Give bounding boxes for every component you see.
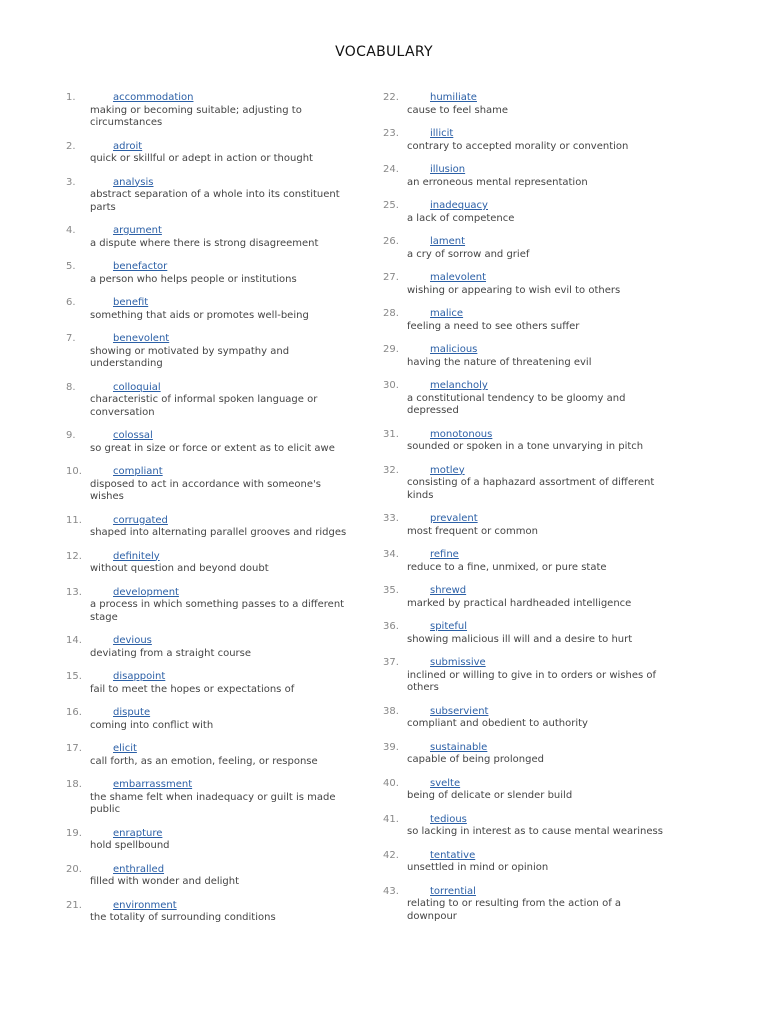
vocab-entry (66, 515, 356, 540)
vocab-word-link[interactable]: benefactor (113, 261, 168, 272)
vocab-definition: so lacking in interest as to cause mental weariness (407, 826, 663, 837)
vocab-word-link[interactable]: environment (113, 899, 177, 911)
vocab-entry (66, 900, 356, 925)
vocab-definition: feeling a need to see others suffer (407, 320, 580, 332)
entry-number: 30. (383, 380, 399, 391)
vocab-word-link[interactable]: dispute (113, 707, 151, 718)
vocab-definition: relating to or resulting from the action of a downpour (407, 898, 622, 922)
vocab-word-link[interactable]: malicious (430, 344, 478, 355)
vocab-entry (383, 200, 673, 225)
vocab-entry (383, 850, 673, 875)
vocab-entry (383, 429, 673, 454)
vocab-entry (383, 128, 673, 153)
entry-number: 9. (66, 430, 76, 441)
vocab-definition: inclined or willing to give in to orders or wishes of others (407, 669, 657, 693)
entry-number: 14. (66, 635, 82, 646)
vocab-definition: having the nature of threatening evil (407, 356, 592, 368)
vocab-definition: a person who helps people or institutions (90, 273, 297, 285)
vocab-word-link[interactable]: monotonous (430, 428, 493, 440)
vocab-word-link[interactable]: malice (430, 308, 464, 319)
vocab-entry (66, 551, 356, 576)
vocab-entry (66, 743, 356, 768)
vocab-word-link[interactable]: enthralled (113, 863, 165, 875)
vocab-word-link[interactable]: melancholy (430, 380, 488, 391)
entry-number: 39. (383, 741, 399, 753)
vocab-word-link[interactable]: submissive (430, 657, 486, 668)
entry-number: 22. (383, 92, 399, 103)
vocab-entry (66, 261, 356, 286)
vocab-entry (66, 466, 356, 504)
entry-number: 29. (383, 344, 399, 355)
vocab-entry (383, 657, 673, 695)
vocab-definition: marked by practical hardheaded intelligence (407, 597, 632, 609)
vocab-word-link[interactable]: refine (430, 549, 459, 560)
vocab-definition: fail to meet the hopes or expectations of (90, 683, 295, 695)
vocab-entry (383, 272, 673, 297)
vocab-definition: being of delicate or slender build (407, 790, 573, 801)
vocab-entry (66, 177, 356, 215)
vocab-word-link[interactable]: tentative (430, 849, 476, 861)
entry-number: 40. (383, 777, 399, 789)
entry-number: 10. (66, 466, 82, 477)
vocab-definition: most frequent or common (407, 525, 538, 537)
vocab-word-link[interactable]: colloquial (113, 381, 161, 393)
vocab-entry (383, 742, 673, 767)
entry-number: 35. (383, 585, 399, 596)
vocab-word-link[interactable]: definitely (113, 550, 160, 562)
entry-number: 36. (383, 621, 399, 632)
vocab-word-link[interactable]: shrewd (430, 585, 467, 596)
entry-number: 15. (66, 671, 82, 682)
entry-number: 20. (66, 863, 82, 875)
entry-number: 24. (383, 164, 399, 175)
vocab-entry (383, 380, 673, 418)
vocab-word-link[interactable]: spiteful (430, 621, 468, 632)
vocab-word-link[interactable]: svelte (430, 777, 461, 789)
vocab-entry (66, 141, 356, 166)
vocab-definition: shaped into alternating parallel grooves and ridges (90, 527, 347, 538)
vocab-word-link[interactable]: illicit (430, 128, 454, 139)
vocab-definition: a dispute where there is strong disagreement (90, 237, 319, 249)
vocab-definition: sounded or spoken in a tone unvarying in pitch (407, 441, 644, 452)
vocab-word-link[interactable]: embarrassment (113, 779, 193, 790)
vocab-definition: unsettled in mind or opinion (407, 862, 549, 873)
entry-number: 18. (66, 779, 82, 790)
vocab-definition: contrary to accepted morality or convention (407, 140, 629, 152)
vocab-entry (66, 779, 356, 817)
entry-number: 37. (383, 657, 399, 668)
vocab-entry (66, 297, 356, 322)
vocab-word-link[interactable]: tedious (430, 813, 467, 825)
entry-number: 31. (383, 428, 399, 440)
entry-number: 41. (383, 813, 399, 825)
entry-number: 11. (66, 514, 82, 526)
vocab-definition: deviating from a straight course (90, 647, 252, 659)
vocab-word-link[interactable]: torrential (430, 885, 476, 897)
vocab-definition: showing or motivated by sympathy and understanding (90, 345, 290, 369)
vocab-entry (66, 225, 356, 250)
entry-number: 28. (383, 308, 399, 319)
vocab-word-link[interactable]: benefit (113, 297, 149, 308)
vocab-definition: so great in size or force or extent as to elicit awe (90, 442, 335, 454)
vocab-entry (383, 778, 673, 803)
vocab-word-link[interactable]: colossal (113, 430, 153, 441)
vocab-word-link[interactable]: subservient (430, 705, 489, 717)
vocab-entry (66, 430, 356, 455)
vocab-word-link[interactable]: accommodation (113, 92, 194, 103)
vocab-definition: an erroneous mental representation (407, 176, 588, 188)
vocab-entry (383, 236, 673, 261)
vocab-definition: capable of being prolonged (407, 754, 544, 765)
vocab-definition: hold spellbound (90, 840, 170, 851)
vocab-entry (383, 513, 673, 538)
entry-number: 38. (383, 705, 399, 717)
entry-number: 1. (66, 92, 76, 103)
entry-number: 32. (383, 464, 399, 476)
vocab-entry (383, 549, 673, 574)
entry-number: 5. (66, 261, 76, 272)
vocab-entry (383, 92, 673, 117)
vocab-entry (383, 308, 673, 333)
vocab-word-link[interactable]: malevolent (430, 272, 487, 283)
vocab-definition: the totality of surrounding conditions (90, 912, 276, 923)
vocab-entry (383, 814, 673, 839)
entry-number: 16. (66, 707, 82, 718)
entry-number: 43. (383, 885, 399, 897)
vocab-entry (383, 585, 673, 610)
entry-number: 25. (383, 200, 399, 211)
entry-number: 4. (66, 225, 76, 236)
vocab-definition: a constitutional tendency to be gloomy and depressed (407, 392, 626, 416)
vocab-word-link[interactable]: benevolent (113, 333, 170, 344)
vocab-entry (66, 864, 356, 889)
vocab-definition: abstract separation of a whole into its constituent parts (90, 189, 340, 213)
entry-number: 33. (383, 513, 399, 524)
vocab-definition: consisting of a haphazard assortment of different kinds (407, 477, 655, 501)
vocab-definition: compliant and obedient to authority (407, 718, 588, 729)
entry-number: 19. (66, 827, 82, 839)
vocab-definition: coming into conflict with (90, 719, 214, 731)
vocab-word-link[interactable]: humiliate (430, 92, 477, 103)
vocab-column-right (383, 92, 673, 934)
vocab-definition: wishing or appearing to wish evil to others (407, 284, 621, 296)
vocab-word-link[interactable]: inadequacy (430, 200, 488, 211)
vocab-column-left (66, 92, 356, 936)
vocab-definition: without question and beyond doubt (90, 563, 269, 574)
entry-number: 21. (66, 899, 82, 911)
vocab-word-link[interactable]: compliant (113, 466, 163, 477)
entry-number: 17. (66, 743, 82, 754)
vocab-entry (383, 886, 673, 924)
vocab-entry (66, 635, 356, 660)
entry-number: 42. (383, 849, 399, 861)
entry-number: 26. (383, 236, 399, 247)
entry-number: 8. (66, 381, 76, 393)
vocab-word-link[interactable]: adroit (113, 140, 143, 152)
vocab-entry (66, 707, 356, 732)
page-title: VOCABULARY (335, 44, 433, 60)
vocab-entry (383, 621, 673, 646)
vocab-definition: disposed to act in accordance with someone's wishes (90, 478, 321, 502)
entry-number: 27. (383, 272, 399, 283)
vocab-word-link[interactable]: corrugated (113, 514, 168, 526)
vocab-definition: call forth, as an emotion, feeling, or response (90, 755, 318, 767)
vocab-entry (383, 465, 673, 503)
vocab-word-link[interactable]: analysis (113, 176, 154, 188)
vocab-definition: a process in which something passes to a different stage (90, 599, 345, 623)
vocab-definition: making or becoming suitable; adjusting to circumstances (90, 104, 302, 128)
vocab-entry (66, 587, 356, 625)
vocab-definition: filled with wonder and delight (90, 876, 240, 887)
vocab-word-link[interactable]: illusion (430, 164, 466, 175)
vocab-entry (66, 671, 356, 696)
entry-number: 2. (66, 140, 76, 152)
vocab-definition: a lack of competence (407, 212, 515, 224)
vocab-entry (383, 164, 673, 189)
vocab-word-link[interactable]: argument (113, 225, 162, 236)
vocab-word-link[interactable]: sustainable (430, 741, 488, 753)
vocab-entry (66, 333, 356, 371)
vocab-entry (383, 706, 673, 731)
vocab-definition: reduce to a fine, unmixed, or pure state (407, 561, 607, 573)
vocab-entry (383, 344, 673, 369)
entry-number: 34. (383, 549, 399, 560)
vocab-word-link[interactable]: disappoint (113, 671, 166, 682)
entry-number: 6. (66, 297, 76, 308)
vocab-word-link[interactable]: enrapture (113, 827, 163, 839)
vocab-word-link[interactable]: devious (113, 635, 152, 646)
vocab-definition: the shame felt when inadequacy or guilt is made public (90, 791, 336, 815)
entry-number: 12. (66, 550, 82, 562)
vocab-definition: characteristic of informal spoken language or conversation (90, 394, 318, 418)
vocab-definition: a cry of sorrow and grief (407, 248, 530, 260)
vocab-word-link[interactable]: development (113, 586, 179, 598)
vocab-entry (66, 382, 356, 420)
vocab-word-link[interactable]: prevalent (430, 513, 478, 524)
vocab-word-link[interactable]: motley (430, 464, 465, 476)
vocab-definition: something that aids or promotes well-being (90, 309, 309, 321)
vocab-entry (66, 92, 356, 130)
vocab-definition: quick or skillful or adept in action or thought (90, 153, 313, 164)
entry-number: 3. (66, 176, 76, 188)
vocab-definition: cause to feel shame (407, 104, 509, 116)
entry-number: 7. (66, 333, 76, 344)
vocab-word-link[interactable]: elicit (113, 743, 137, 754)
vocab-entry (66, 828, 356, 853)
vocab-definition: showing malicious ill will and a desire to hurt (407, 633, 633, 645)
entry-number: 23. (383, 128, 399, 139)
vocab-word-link[interactable]: lament (430, 236, 466, 247)
entry-number: 13. (66, 586, 82, 598)
